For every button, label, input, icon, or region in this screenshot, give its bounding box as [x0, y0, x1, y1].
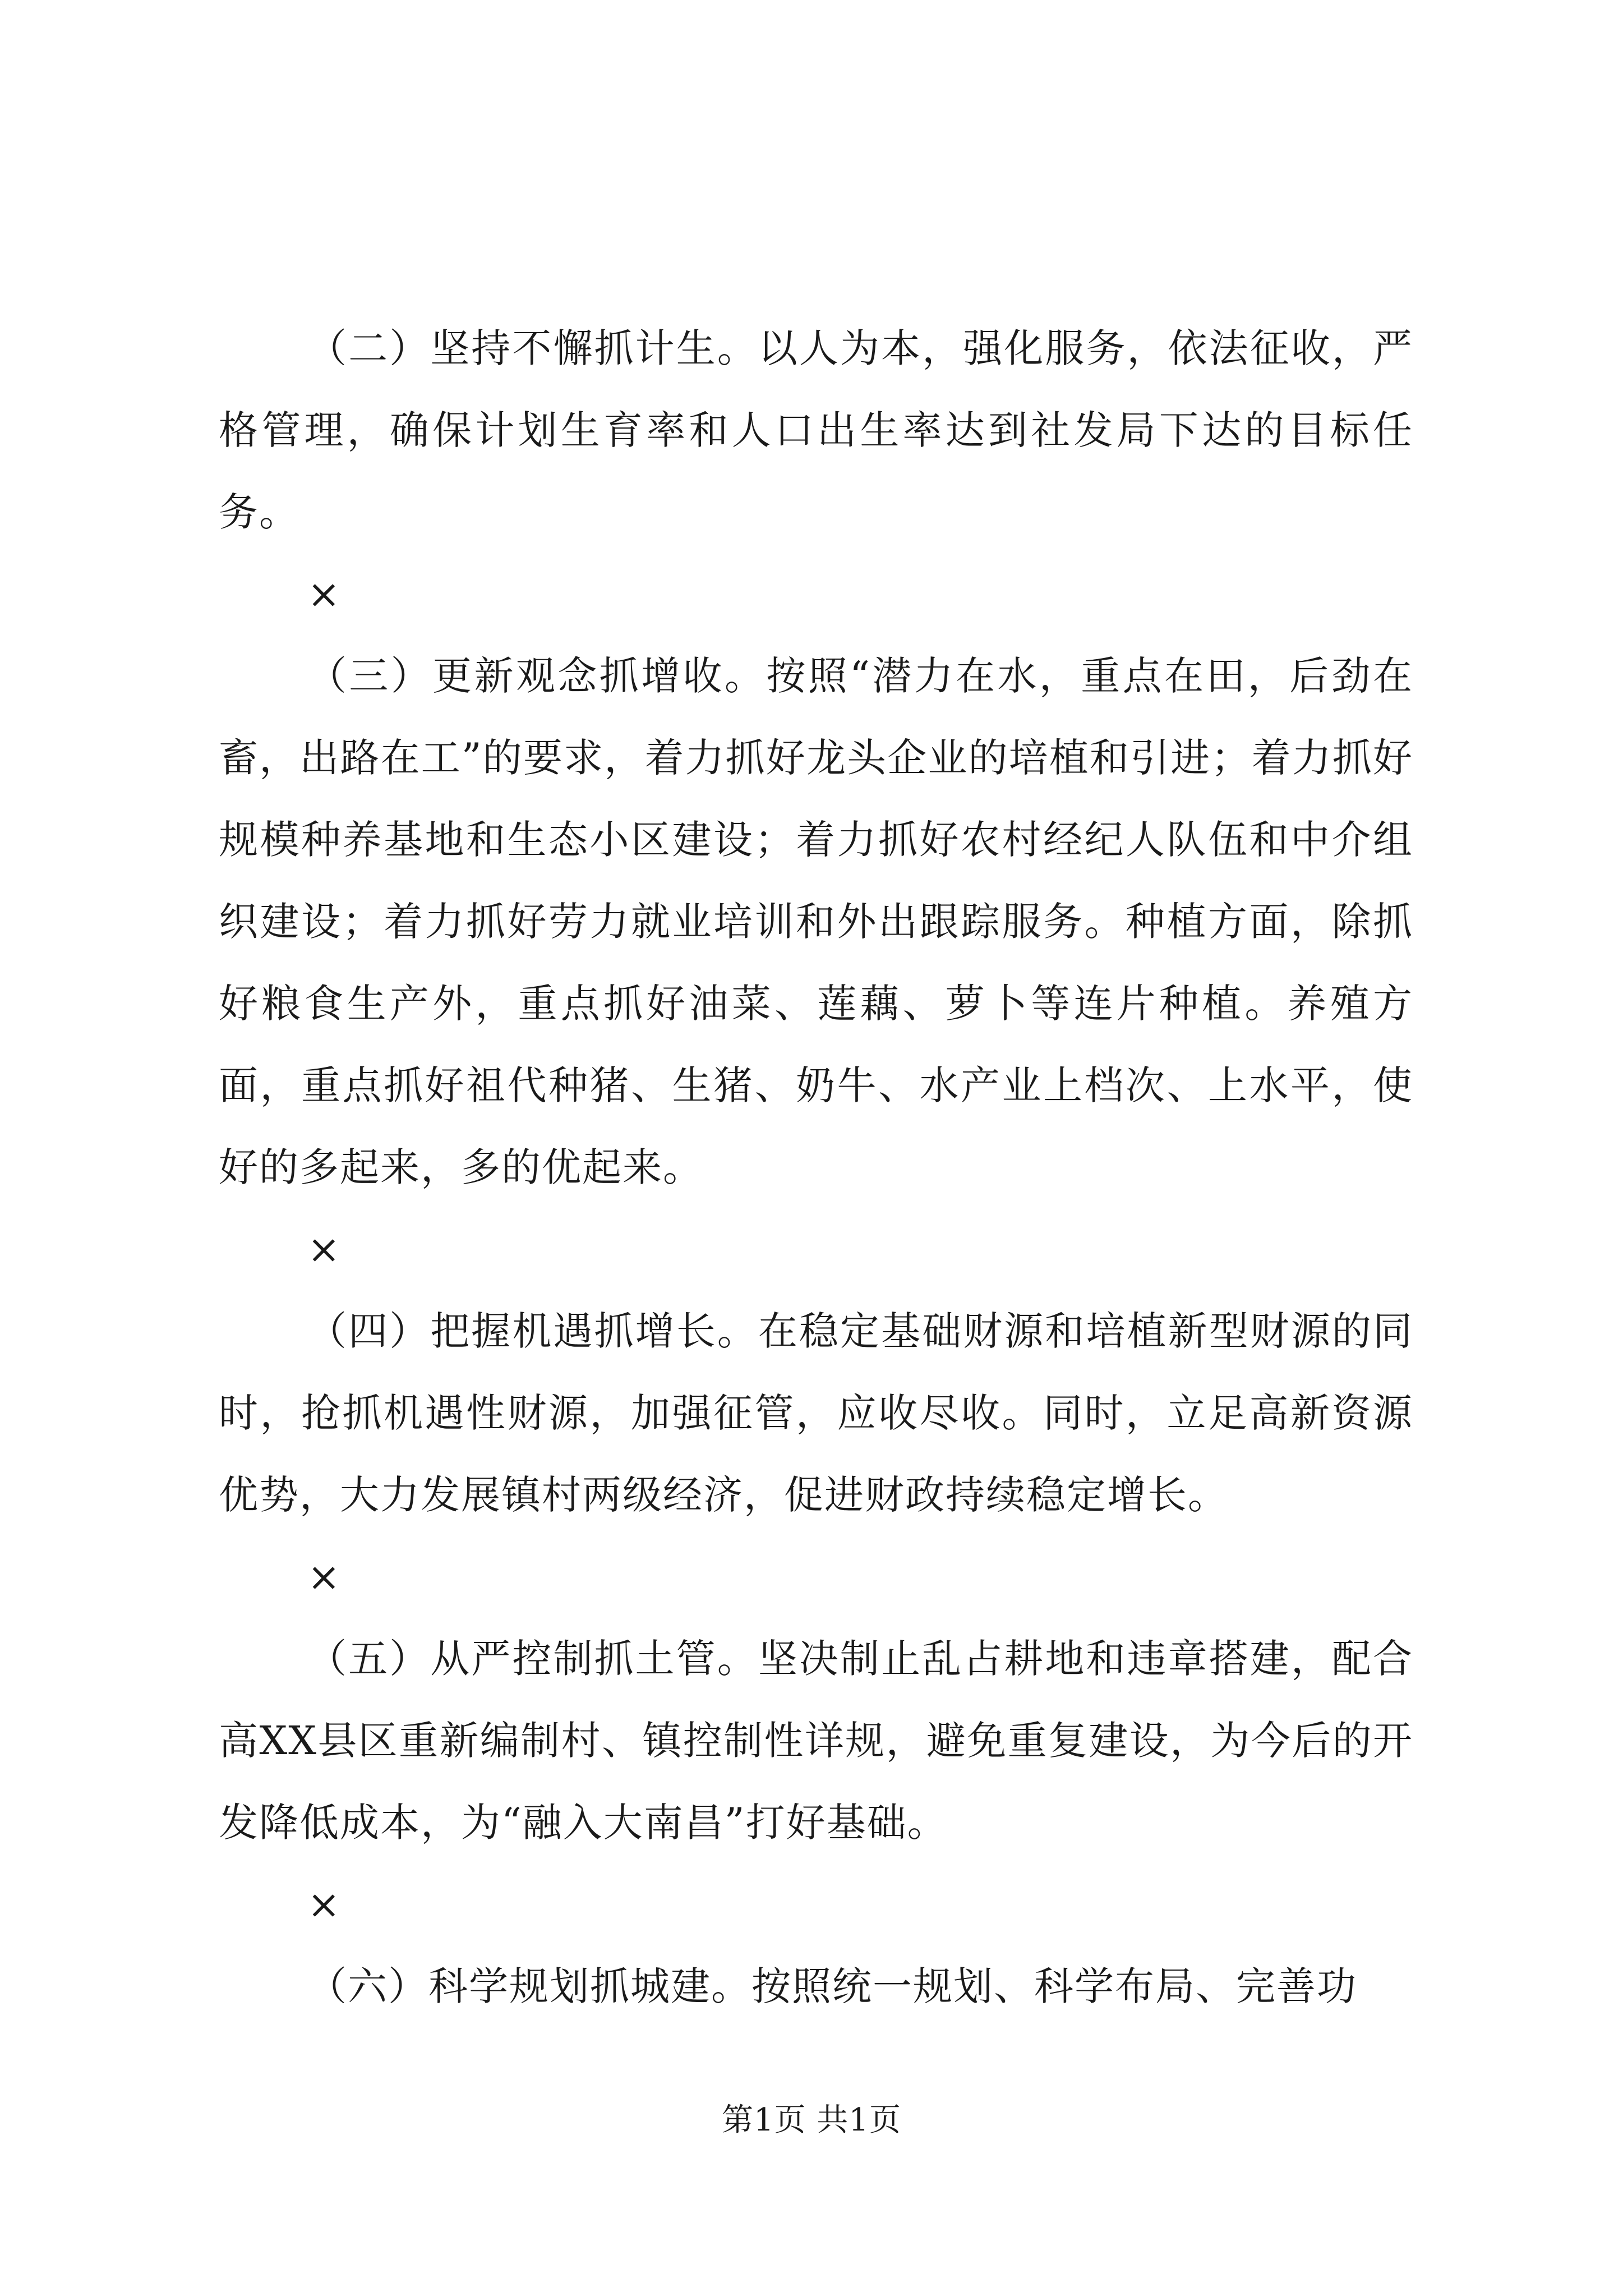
separator-mark — [307, 553, 1413, 635]
paragraph-family-planning: （二）坚持不懈抓计生。以人为本，强化服务，依法征收，严格管理，确保计划生育率和人口出生率达到社发局下达的目标任务。 — [219, 325, 1413, 535]
paragraph-income-growth: （三）更新观念抓增收。按照“潜力在水，重点在田，后劲在畜，出路在工”的要求，着力抓好龙头企业的培植和引进；着力抓好规模种养基地和生态小区建设；着力抓好农村经纪人队伍和中介组织建设；着力抓好劳力就业培训和外出跟踪服务。种植方面，除抓好粮食生产外，重点抓好油菜、莲藕、萝卜等连片种植。养殖方面，重点抓好祖代种猪、生猪、奶牛、水产业上档次、上水平，使好的多起来，多的优起来。 — [219, 653, 1413, 1190]
separator-mark — [307, 1536, 1413, 1618]
paragraph-urban-construction: （六）科学规划抓城建。按照统一规划、科学布局、完善功 — [307, 1963, 1357, 2009]
separator-glyph: × — [307, 1226, 340, 1272]
separator-glyph: × — [307, 1554, 340, 1600]
separator-glyph: × — [307, 571, 340, 617]
separator-mark — [307, 1864, 1413, 1945]
separator-glyph: × — [307, 1881, 340, 1927]
separator-mark — [307, 1208, 1413, 1290]
document-body — [219, 307, 1413, 2027]
paragraph-land-management: （五）从严控制抓土管。坚决制止乱占耕地和违章搭建，配合高XX县区重新编制村、镇控制性详规，避免重复建设，为今后的开发降低成本，为“融入大南昌”打好基础。 — [219, 1636, 1413, 1846]
paragraph-fiscal-growth: （四）把握机遇抓增长。在稳定基础财源和培植新型财源的同时，抢抓机遇性财源，加强征管，应收尽收。同时，立足高新资源优势，大力发展镇村两级经济，促进财政持续稳定增长。 — [219, 1308, 1413, 1518]
page-number-footer: 第1页 共1页 — [721, 2102, 902, 2138]
